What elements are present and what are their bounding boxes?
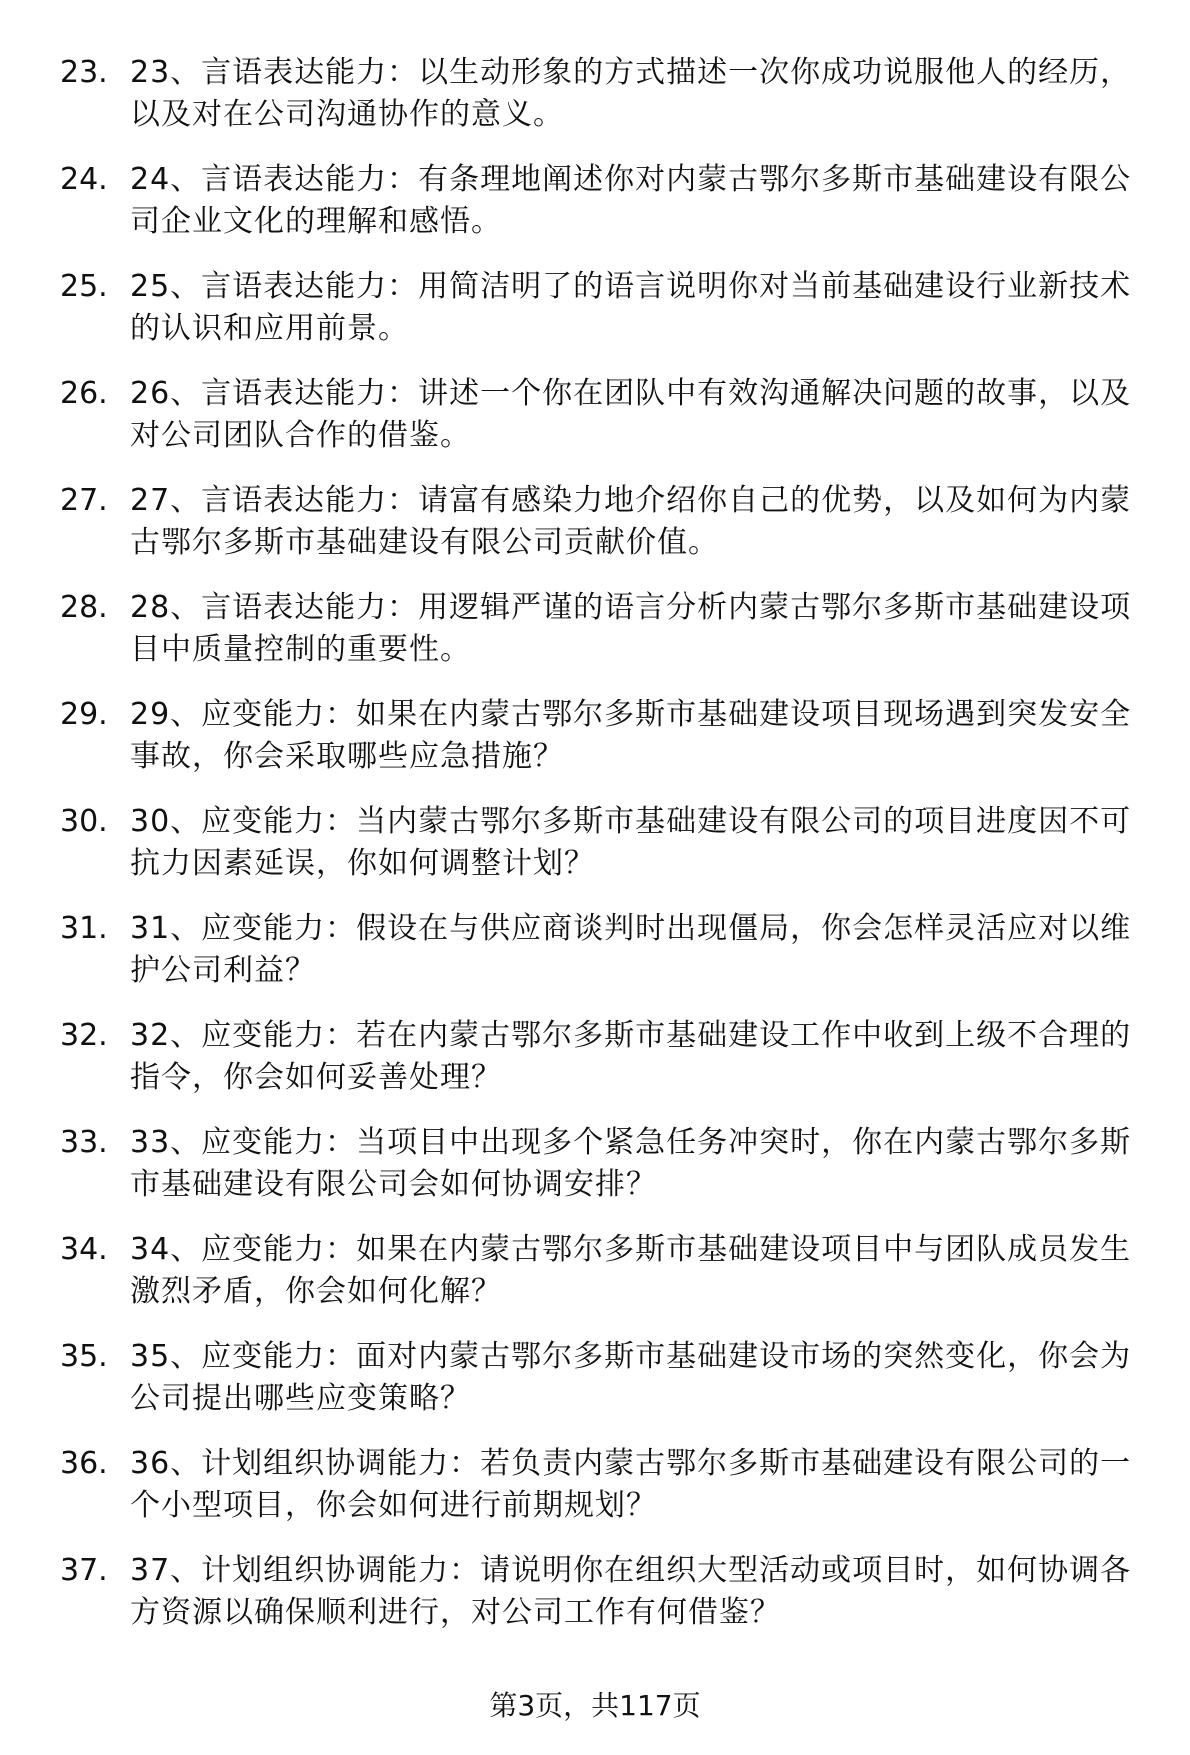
question-number: 30.	[60, 804, 108, 839]
question-text: 23、言语表达能力：以生动形象的方式描述一次你成功说服他人的经历，以及对在公司沟通协作的意义。	[130, 55, 1132, 132]
question-list	[60, 52, 1160, 1657]
list-item	[60, 480, 1160, 577]
question-number: 31.	[60, 911, 108, 946]
question-text: 29、应变能力：如果在内蒙古鄂尔多斯市基础建设项目现场遇到突发安全事故，你会采取哪些应急措施？	[130, 697, 1132, 774]
list-item	[60, 373, 1160, 470]
list-item	[60, 1122, 1160, 1219]
question-number: 37.	[60, 1553, 108, 1588]
list-item	[60, 694, 1160, 791]
list-item	[60, 1443, 1160, 1540]
question-number: 29.	[60, 697, 108, 732]
question-text: 32、应变能力：若在内蒙古鄂尔多斯市基础建设工作中收到上级不合理的指令，你会如何妥善处理？	[130, 1018, 1132, 1095]
question-text: 34、应变能力：如果在内蒙古鄂尔多斯市基础建设项目中与团队成员发生激烈矛盾，你会如何化解？	[130, 1232, 1132, 1309]
question-number: 23.	[60, 55, 108, 90]
question-number: 32.	[60, 1018, 108, 1053]
question-number: 25.	[60, 269, 108, 304]
list-item	[60, 1229, 1160, 1326]
list-item	[60, 587, 1160, 684]
question-text: 27、言语表达能力：请富有感染力地介绍你自己的优势，以及如何为内蒙古鄂尔多斯市基础建设有限公司贡献价值。	[130, 483, 1132, 560]
list-item	[60, 1015, 1160, 1112]
question-text: 24、言语表达能力：有条理地阐述你对内蒙古鄂尔多斯市基础建设有限公司企业文化的理解和感悟。	[130, 162, 1132, 239]
list-item	[60, 266, 1160, 363]
list-item	[60, 908, 1160, 1005]
question-number: 24.	[60, 162, 108, 197]
question-text: 37、计划组织协调能力：请说明你在组织大型活动或项目时，如何协调各方资源以确保顺利进行，对公司工作有何借鉴？	[130, 1553, 1132, 1630]
question-text: 26、言语表达能力：讲述一个你在团队中有效沟通解决问题的故事，以及对公司团队合作的借鉴。	[130, 376, 1132, 453]
question-number: 28.	[60, 590, 108, 625]
question-text: 35、应变能力：面对内蒙古鄂尔多斯市基础建设市场的突然变化，你会为公司提出哪些应变策略？	[130, 1339, 1132, 1416]
question-text: 25、言语表达能力：用简洁明了的语言说明你对当前基础建设行业新技术的认识和应用前景。	[130, 269, 1132, 346]
question-text: 36、计划组织协调能力：若负责内蒙古鄂尔多斯市基础建设有限公司的一个小型项目，你会如何进行前期规划？	[130, 1446, 1132, 1523]
list-item	[60, 801, 1160, 898]
question-number: 34.	[60, 1232, 108, 1267]
question-number: 35.	[60, 1339, 108, 1374]
list-item	[60, 1336, 1160, 1433]
list-item	[60, 159, 1160, 256]
question-number: 26.	[60, 376, 108, 411]
question-number: 36.	[60, 1446, 108, 1481]
question-text: 28、言语表达能力：用逻辑严谨的语言分析内蒙古鄂尔多斯市基础建设项目中质量控制的重要性。	[130, 590, 1132, 667]
list-item	[60, 1550, 1160, 1647]
question-number: 33.	[60, 1125, 108, 1160]
question-number: 27.	[60, 483, 108, 518]
question-text: 31、应变能力：假设在与供应商谈判时出现僵局，你会怎样灵活应对以维护公司利益？	[130, 911, 1132, 988]
question-text: 33、应变能力：当项目中出现多个紧急任务冲突时，你在内蒙古鄂尔多斯市基础建设有限公司会如何协调安排？	[130, 1125, 1132, 1202]
list-item	[60, 52, 1160, 149]
page-number-footer: 第3页，共117页	[489, 1689, 701, 1722]
question-text: 30、应变能力：当内蒙古鄂尔多斯市基础建设有限公司的项目进度因不可抗力因素延误，你如何调整计划？	[130, 804, 1132, 881]
